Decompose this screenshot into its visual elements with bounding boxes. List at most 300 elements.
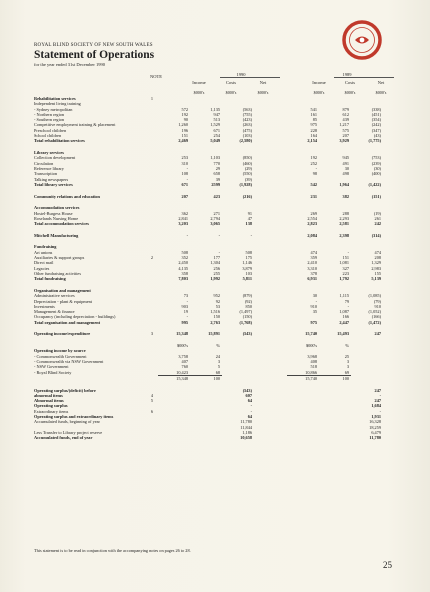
summary-label: Operating surplus <box>34 403 68 409</box>
cell-1989: 2,293 <box>339 215 349 221</box>
source-amount: 407 <box>181 359 188 364</box>
income-source-title: Operating income by source <box>34 348 86 354</box>
cell-1990: 91 <box>247 210 252 216</box>
cell-1989: 242 <box>374 221 381 227</box>
row-label: Library services <box>34 150 64 156</box>
cell-1989: (30) <box>373 165 381 171</box>
row-note <box>146 276 158 281</box>
cell-1990: 53 <box>215 303 220 309</box>
row-label: School children <box>34 133 62 139</box>
summary-label: Accumulated funds, beginning of year <box>34 419 100 425</box>
row-label: Hostel-Burgess House <box>34 210 73 216</box>
cell-1989: - <box>315 298 317 304</box>
cell-1990: (103) <box>242 133 252 139</box>
row-note <box>146 138 158 143</box>
cell-1990: 1,992 <box>210 276 220 282</box>
source-amount: 760 <box>181 364 188 370</box>
cell-1990: (460) <box>242 160 252 166</box>
cell-1990: 255 <box>213 270 220 276</box>
blank <box>146 343 158 348</box>
cell-1989: 612 <box>342 111 349 117</box>
cell-1990: - <box>186 176 188 182</box>
cell-1990: - <box>186 232 188 238</box>
row-label: Community relations and education <box>34 193 100 199</box>
year-1989-header: 1989 <box>342 72 352 77</box>
row-label: Competitive employment training & placement <box>34 122 116 128</box>
cell-1989: 228 <box>310 127 317 133</box>
row-label: Occupancy (including depreciation - buildings) <box>34 314 116 320</box>
cell-1990: (150) <box>242 314 252 320</box>
row-label: Total accommodation services <box>34 221 89 227</box>
row-note <box>146 221 158 226</box>
cell-1989: 161 <box>310 111 317 117</box>
cell-1990: 671 <box>213 127 220 133</box>
summary-1990: 607 <box>245 392 252 398</box>
cell-1990: - <box>186 165 188 171</box>
cell-1990: (879) <box>242 293 252 299</box>
cell-1989: 1,115 <box>339 293 349 299</box>
cell-1989: (753) <box>371 155 381 161</box>
summary-1989: 247 <box>374 387 381 393</box>
cell-1989: 223 <box>342 270 349 276</box>
costs-header: Costs <box>225 80 236 85</box>
cell-1990: 1,103 <box>210 155 220 161</box>
row-label: Art unions <box>34 249 53 255</box>
source-amount: 15,348 <box>158 375 190 381</box>
cell-1990: 39 <box>215 176 220 182</box>
cell-1989: 1,964 <box>339 181 349 187</box>
cell-1990: 362 <box>181 210 188 216</box>
cell-1990: 3,203 <box>178 221 188 227</box>
cell-1989: - <box>315 165 317 171</box>
source-pct: 68 <box>215 369 220 375</box>
row-label: - Southern region <box>34 117 65 123</box>
cell-1990: (263) <box>242 122 252 128</box>
cell-1990: 508 <box>245 249 252 255</box>
cell-1990: (475) <box>242 127 252 133</box>
cell-1989: - <box>347 303 349 309</box>
cell-1990: 207 <box>181 193 188 199</box>
unit-label: $000's <box>257 90 269 95</box>
source-pct-header: % <box>216 343 220 349</box>
row-label: Total organisation and management <box>34 319 101 325</box>
summary-1990: 10,658 <box>240 435 252 441</box>
cell-1989: 2,447 <box>339 319 349 325</box>
blank <box>319 435 351 440</box>
cell-1990: (1,497) <box>239 309 252 315</box>
summary-label: Abnormal items <box>34 398 64 404</box>
gap-cell <box>254 331 287 336</box>
cell-1990: 995 <box>181 319 188 325</box>
summary-row <box>34 435 383 440</box>
cell-1989: 474 <box>374 249 381 255</box>
blank <box>222 375 254 381</box>
cell-1989: 2,554 <box>307 215 317 221</box>
cell-1989: 155 <box>374 270 381 276</box>
cell-1990: 271 <box>213 210 220 216</box>
blank <box>190 435 222 440</box>
row-label: Rehabilitation services <box>34 96 76 101</box>
cell-1989: 151 <box>342 255 349 261</box>
row-label: - Sydney metropolitan <box>34 106 73 112</box>
cell-1990: (29) <box>244 165 252 171</box>
summary-1989: 247 <box>374 398 381 404</box>
cell-1989: (1,052) <box>368 309 381 315</box>
source-label: - Commonwealth Government <box>34 353 87 359</box>
cell-1990: (1,928) <box>239 181 252 187</box>
row-label: Roselands Nursing Home <box>34 215 79 221</box>
cell-1990: 47 <box>247 215 252 221</box>
cell-1990: 175 <box>245 255 252 261</box>
gap-cell <box>254 221 287 226</box>
cell-1990: 1,146 <box>242 260 252 266</box>
row-note <box>146 233 158 238</box>
blank <box>222 343 254 348</box>
source-amount-header-1989: $000's <box>305 343 317 349</box>
cell-1990: 19 <box>183 309 188 315</box>
cell-1990: (216) <box>242 193 252 199</box>
cell-1990: (92) <box>244 298 252 304</box>
cell-1990: 1,529 <box>210 122 220 128</box>
row-label: Circulation <box>34 160 54 166</box>
row-note <box>146 194 158 199</box>
row-note: 3 <box>150 331 154 337</box>
cell-1989: 378 <box>310 270 317 276</box>
cell-1989: 6,931 <box>307 276 317 282</box>
cell-1990: 513 <box>213 117 220 123</box>
cell-1990: 3,879 <box>242 265 252 271</box>
source-pct: 3 <box>217 359 220 364</box>
header-rule <box>334 77 394 78</box>
cell-1989: - <box>347 249 349 255</box>
row-label: Auxiliaries & support groups <box>34 255 85 261</box>
cell-1990: 73 <box>183 293 188 299</box>
summary-1990: 1,186 <box>242 429 252 435</box>
table-row <box>34 331 383 336</box>
cell-1990: - <box>186 298 188 304</box>
unit-label: $000's <box>375 90 387 95</box>
cell-1990: 92 <box>215 298 220 304</box>
cell-1989: 3,310 <box>307 265 317 271</box>
blank <box>351 375 383 381</box>
gap-cell <box>254 182 287 187</box>
cell-1989: 15,493 <box>337 331 349 337</box>
row-label: Total rehabilitation services <box>34 138 85 144</box>
row-note: 1 <box>150 96 154 101</box>
gap-cell <box>254 320 287 325</box>
cell-1990: 90 <box>183 117 188 123</box>
cell-1989: 2,983 <box>371 265 381 271</box>
row-label: Collection development <box>34 155 76 161</box>
summary-1989: 6,479 <box>371 429 381 435</box>
source-amount-1989: 10,866 <box>305 369 317 375</box>
cell-1989: 575 <box>342 127 349 133</box>
gap-cell <box>254 435 287 440</box>
cell-1990: 1,260 <box>178 122 188 128</box>
cell-1989: 382 <box>342 193 349 199</box>
cell-1990: 2,450 <box>178 260 188 266</box>
row-label: Independent living training <box>34 101 81 107</box>
cell-1989: (1,422) <box>368 181 381 187</box>
row-label: Total fundraising <box>34 276 66 282</box>
operations-table <box>34 96 383 441</box>
income-header-1989: Income <box>312 80 326 85</box>
row-label: Depreciation - plant & equipment <box>34 298 92 304</box>
cell-1989: 439 <box>342 117 349 123</box>
blank <box>146 375 158 381</box>
source-pct-1989: 69 <box>344 369 349 375</box>
cell-1989: 3,929 <box>339 138 349 144</box>
cell-1989: (1,085) <box>368 293 381 299</box>
summary-1990: 64 <box>247 398 252 404</box>
cell-1990: 138 <box>245 221 252 227</box>
cell-1989: 5,139 <box>371 276 381 282</box>
summary-1990: - <box>250 408 252 414</box>
cell-1990: 423 <box>213 193 220 199</box>
cell-1990: (550) <box>242 171 252 177</box>
society-logo <box>342 20 382 60</box>
source-pct-1989: 100 <box>319 375 351 381</box>
cell-1989: 975 <box>310 122 317 128</box>
cell-1989: (1,775) <box>368 138 381 144</box>
summary-1989: 1,684 <box>371 403 381 409</box>
gap-cell <box>254 276 287 281</box>
cell-1990: 671 <box>181 181 188 187</box>
cell-1990: 1,304 <box>210 260 220 266</box>
cell-1990: 15,348 <box>176 331 188 337</box>
summary-1990: 11,780 <box>240 419 252 425</box>
row-label: Preschool children <box>34 127 67 133</box>
cell-1990: 177 <box>213 255 220 261</box>
summary-1989: 18,259 <box>369 424 381 430</box>
summary-note: 5 <box>150 398 154 404</box>
cell-1989: 231 <box>310 193 317 199</box>
row-label: Reference library <box>34 165 64 171</box>
source-label: - Royal Blind Society <box>34 369 72 375</box>
cell-1990: 5,811 <box>242 276 252 282</box>
summary-label: Extraordinary items <box>34 408 69 414</box>
cell-1989: 327 <box>342 265 349 271</box>
cell-1989: 2,398 <box>339 232 349 238</box>
row-label: Administrative services <box>34 293 75 299</box>
blank <box>158 435 190 440</box>
table-row <box>34 320 383 325</box>
cell-1989: 2,581 <box>339 221 349 227</box>
organisation-name: ROYAL BLIND SOCIETY OF NEW SOUTH WALES <box>34 43 153 48</box>
source-label: - Commonwealth via NSW Government <box>34 359 104 364</box>
cell-1989: 30 <box>312 293 317 299</box>
cell-1990: 572 <box>181 106 188 112</box>
cell-1989: 207 <box>342 133 349 139</box>
cell-1989: (314) <box>371 232 381 238</box>
cell-1990: 7,803 <box>178 276 188 282</box>
cell-1989: 166 <box>342 314 349 320</box>
cell-1990: 103 <box>245 270 252 276</box>
cell-1990: (39) <box>244 176 252 182</box>
table-row <box>34 221 383 226</box>
cell-1990: 658 <box>213 171 220 177</box>
source-amount-1989: 408 <box>310 359 317 364</box>
net-header-1989: Net <box>377 80 385 85</box>
cell-1989: 1,217 <box>339 122 349 128</box>
cell-1990: - <box>186 314 188 320</box>
source-pct-1989: 3 <box>346 364 349 370</box>
row-label: Direct mail <box>34 260 54 266</box>
cell-1989: (166) <box>371 314 381 320</box>
cell-1990: 310 <box>181 160 188 166</box>
summary-1990: 64 <box>247 414 252 420</box>
cell-1990: 2,794 <box>210 215 220 221</box>
cell-1990: 4,135 <box>178 265 188 271</box>
blank <box>287 435 319 440</box>
cell-1989: 498 <box>342 171 349 177</box>
cell-1990: 254 <box>213 133 220 139</box>
summary-note: 4 <box>150 392 154 398</box>
unit-label: $000's <box>193 90 205 95</box>
cell-1989: 2,154 <box>307 138 317 144</box>
cell-1990: 1,516 <box>210 309 220 315</box>
cell-1990: 2,841 <box>178 215 188 221</box>
cell-1989: 2,410 <box>307 260 317 266</box>
cell-1989: 192 <box>310 155 317 161</box>
page-subtitle: for the year ended 31st December 1990 <box>34 62 105 67</box>
row-note <box>146 320 158 325</box>
source-pct: 5 <box>217 364 220 370</box>
summary-label: Less Transfer to Library project reserve <box>34 429 103 435</box>
unit-label: $000's <box>313 90 325 95</box>
summary-1989: - <box>379 392 381 398</box>
cell-1990: (850) <box>242 155 252 161</box>
source-amount-1989: 15,740 <box>287 375 319 381</box>
cell-1989: (239) <box>371 160 381 166</box>
row-note: 2 <box>150 255 154 261</box>
cell-1989: (43) <box>373 133 381 139</box>
cell-1990: (423) <box>242 117 252 123</box>
source-amount-1989: 3,968 <box>307 353 317 359</box>
cell-1989: (19) <box>373 210 381 216</box>
cell-1989: (338) <box>371 106 381 112</box>
summary-1989: 1,931 <box>371 414 381 420</box>
cell-1990: (1,768) <box>239 319 252 325</box>
summary-1989: 11,780 <box>369 435 381 441</box>
cell-1990: (2,580) <box>239 138 252 144</box>
cell-1989: (400) <box>371 171 381 177</box>
cell-1990: 3,065 <box>210 221 220 227</box>
cell-1990: 508 <box>181 249 188 255</box>
cell-1990: 850 <box>245 303 252 309</box>
cell-1990: 947 <box>213 111 220 117</box>
gap-cell <box>254 194 287 199</box>
cell-1990: 196 <box>181 127 188 133</box>
cell-1989: (1,472) <box>368 319 381 325</box>
summary-1990: (543) <box>242 387 252 393</box>
cell-1990: - <box>250 232 252 238</box>
row-label: Organisation and management <box>34 287 91 293</box>
cell-1989: 261 <box>374 215 381 221</box>
source-pct-header-1989: % <box>345 343 349 349</box>
cell-1989: 79 <box>344 298 349 304</box>
cell-1990: (563) <box>242 106 252 112</box>
net-header: Net <box>259 80 267 85</box>
cell-1990: 5,049 <box>210 138 220 144</box>
source-amount: 10,423 <box>176 369 188 375</box>
year-1990-header: 1990 <box>236 72 246 77</box>
page-number: 25 <box>383 560 392 570</box>
summary-label: Operating surplus/(deficit) before <box>34 387 96 393</box>
summary-label: abnormal items <box>34 392 63 398</box>
cell-1990: 2,763 <box>210 319 220 325</box>
cell-1989: 2,823 <box>307 221 317 227</box>
row-label: Mitchell Manufacturing <box>34 232 79 238</box>
cell-1989: 1,329 <box>371 260 381 266</box>
cell-1990: 770 <box>213 160 220 166</box>
summary-label: Accumulated funds, end of year <box>34 435 93 441</box>
cell-1990: 150 <box>213 314 220 320</box>
cell-1989: 1,081 <box>339 260 349 266</box>
cell-1989: 2,084 <box>307 232 317 238</box>
row-label: Other fundraising activities <box>34 270 82 276</box>
cell-1990: 192 <box>181 111 188 117</box>
source-pct-1989: 3 <box>346 359 349 364</box>
gap-cell <box>254 375 287 381</box>
row-label: Accommodation services <box>34 205 80 211</box>
cell-1989: 879 <box>342 106 349 112</box>
cell-1989: (347) <box>371 127 381 133</box>
source-amount-1989: 518 <box>310 364 317 370</box>
source-amount: 3,758 <box>178 353 188 359</box>
cell-1989: 491 <box>342 160 349 166</box>
cell-1989: (151) <box>371 193 381 199</box>
cell-1990: 108 <box>181 171 188 177</box>
cell-1990: (543) <box>242 331 252 337</box>
cell-1989: 98 <box>312 171 317 177</box>
summary-1990: 11,844 <box>240 424 252 430</box>
cell-1989: 474 <box>310 249 317 255</box>
source-amount-header: $000's <box>176 343 188 349</box>
cell-1989: 30 <box>344 165 349 171</box>
summary-note <box>146 435 158 440</box>
income-header: Income <box>192 80 206 85</box>
row-label: Investments <box>34 303 55 309</box>
cell-1989: 15,740 <box>305 331 317 337</box>
costs-header-1989: Costs <box>344 80 355 85</box>
cell-1989: (79) <box>373 298 381 304</box>
source-pct: 100 <box>190 375 222 381</box>
row-label: Fundraising <box>34 244 57 250</box>
summary-1990: - <box>250 403 252 409</box>
row-label: Transcription <box>34 171 57 177</box>
summary-label: Operating surplus and extraordinary items <box>34 414 114 420</box>
cell-1990: 1,135 <box>210 106 220 112</box>
footnote: This statement is to be read in conjunction with the accompanying notes on pages 26 to 28. <box>34 548 191 553</box>
cell-1990: 15,891 <box>208 331 220 337</box>
cell-1989: 247 <box>374 331 381 337</box>
cell-1990: 253 <box>181 155 188 161</box>
cell-1990: 358 <box>181 270 188 276</box>
cell-1989: 252 <box>310 160 317 166</box>
row-note <box>146 182 158 187</box>
cell-1990: 2599 <box>211 181 220 187</box>
summary-1989: 16,328 <box>369 419 381 425</box>
summary-1989: - <box>379 408 381 414</box>
cell-1989: 359 <box>310 255 317 261</box>
cell-1990: 256 <box>213 265 220 271</box>
gap-cell <box>254 343 287 348</box>
cell-1990: 903 <box>181 303 188 309</box>
blank <box>351 343 383 348</box>
cell-1989: 288 <box>342 210 349 216</box>
header-rule <box>220 77 280 78</box>
